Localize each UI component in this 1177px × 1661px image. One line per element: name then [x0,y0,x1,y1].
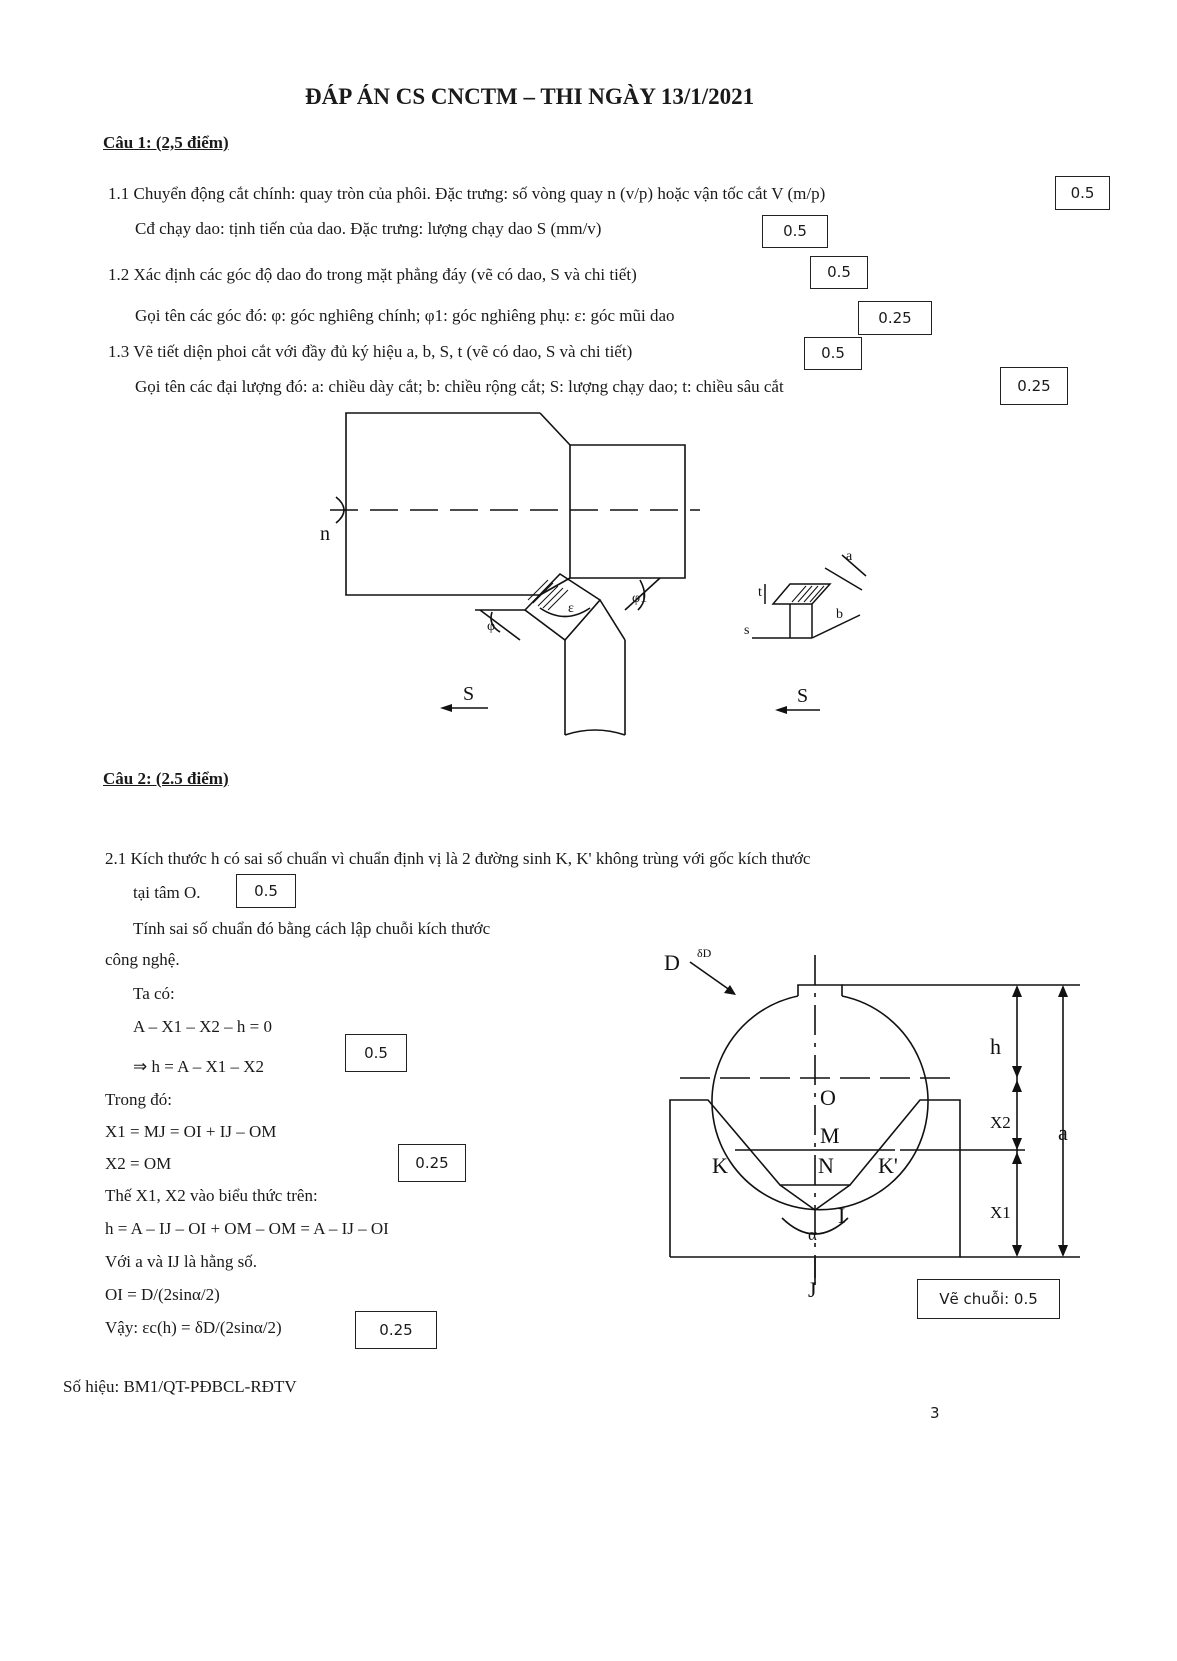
score-box: 0.5 [810,256,868,289]
q1-line-1-3: 1.3 Vẽ tiết diện phoi cắt với đầy đủ ký hiệu a, b, S, t (vẽ có dao, S và chi tiết) [108,342,633,361]
label-alpha: α [808,1225,817,1244]
q2-equation: X2 = OM [105,1154,172,1173]
label-a: a [846,549,853,564]
q2-line: tại tâm O. [133,883,201,902]
label-x2: X2 [990,1113,1011,1132]
q2-line-2-1: 2.1 Kích thước h có sai số chuẩn vì chuẩn định vị là 2 đường sinh K, K' không trùng với gốc kích thước [105,849,811,868]
score-box: 0.5 [236,874,296,908]
page-title: ĐÁP ÁN CS CNCTM – THI NGÀY 13/1/2021 [305,84,755,109]
label-k-prime: K' [878,1153,898,1178]
label-s: s [744,623,750,638]
label-h: h [990,1034,1001,1059]
chain-score-box: Vẽ chuỗi: 0.5 [917,1279,1060,1319]
q2-equation: ⇒ h = A – X1 – X2 [133,1057,265,1076]
q1-line-feed: Cđ chạy dao: tịnh tiến của dao. Đặc trưng: lượng chạy dao S (mm/v) [135,219,602,238]
score-box: 0.5 [1055,176,1110,210]
label-epsilon: ε [568,601,574,616]
q2-equation: A – X1 – X2 – h = 0 [133,1017,272,1036]
label-phi1: φ1 [632,591,648,606]
q2-line: Thế X1, X2 vào biểu thức trên: [105,1186,318,1205]
q1-line-1-1: 1.1 Chuyển động cắt chính: quay tròn của phôi. Đặc trưng: số vòng quay n (v/p) hoặc vận tốc cắt V (m/p) [108,184,826,203]
q2-line: Ta có: [133,984,175,1003]
score-box: 0.5 [804,337,862,370]
label-b: b [836,607,843,622]
q1-line-quantities: Gọi tên các đại lượng đó: a: chiều dày cắt; b: chiều rộng cắt; S: lượng chạy dao; t: chiều sâu cắt [135,377,784,396]
label-t: t [758,585,762,600]
score-box: 0.25 [355,1311,437,1349]
question-1-heading: Câu 1: (2,5 điểm) [103,133,229,152]
label-feed-s: S [463,683,475,705]
q2-line: công nghệ. [105,950,180,969]
q2-line: Trong đó: [105,1090,172,1109]
score-box: 0.5 [762,215,828,248]
label-m: M [820,1123,840,1148]
label-diameter: D [664,950,680,975]
score-box: 0.25 [858,301,932,335]
document-code: Số hiệu: BM1/QT-PĐBCL-RĐTV [63,1377,297,1396]
question-2-heading: Câu 2: (2.5 điểm) [103,769,229,788]
q1-line-angles: Gọi tên các góc đó: φ: góc nghiêng chính; φ1: góc nghiêng phụ: ε: góc mũi dao [135,306,675,325]
q2-equation: OI = D/(2sinα/2) [105,1285,220,1304]
label-x1: X1 [990,1203,1011,1222]
q2-equation: X1 = MJ = OI + IJ – OM [105,1122,277,1141]
label-a: a [1058,1120,1068,1145]
label-feed-s: S [797,685,809,707]
q2-equation: Vậy: εc(h) = δD/(2sinα/2) [105,1318,282,1337]
score-box: 0.25 [398,1144,466,1182]
q1-line-1-2: 1.2 Xác định các góc độ dao đo trong mặt phẳng đáy (vẽ có dao, S và chi tiết) [108,265,637,284]
score-box: 0.5 [345,1034,407,1072]
label-i: I [838,1203,846,1228]
label-center-o: O [820,1085,836,1110]
label-phi: φ [487,619,496,634]
label-n: n [320,523,330,545]
q2-line: Với a và IJ là hằng số. [105,1252,258,1271]
label-k: K [712,1153,728,1178]
page-number: 3 [930,1404,940,1422]
label-n: N [818,1153,834,1178]
q2-equation: h = A – IJ – OI + OM – OM = A – IJ – OI [105,1219,389,1238]
score-box: 0.25 [1000,367,1068,405]
label-j: J [808,1277,817,1302]
label-tolerance: δD [697,946,712,960]
q2-line: Tính sai số chuẩn đó bằng cách lập chuỗi kích thước [133,919,491,938]
